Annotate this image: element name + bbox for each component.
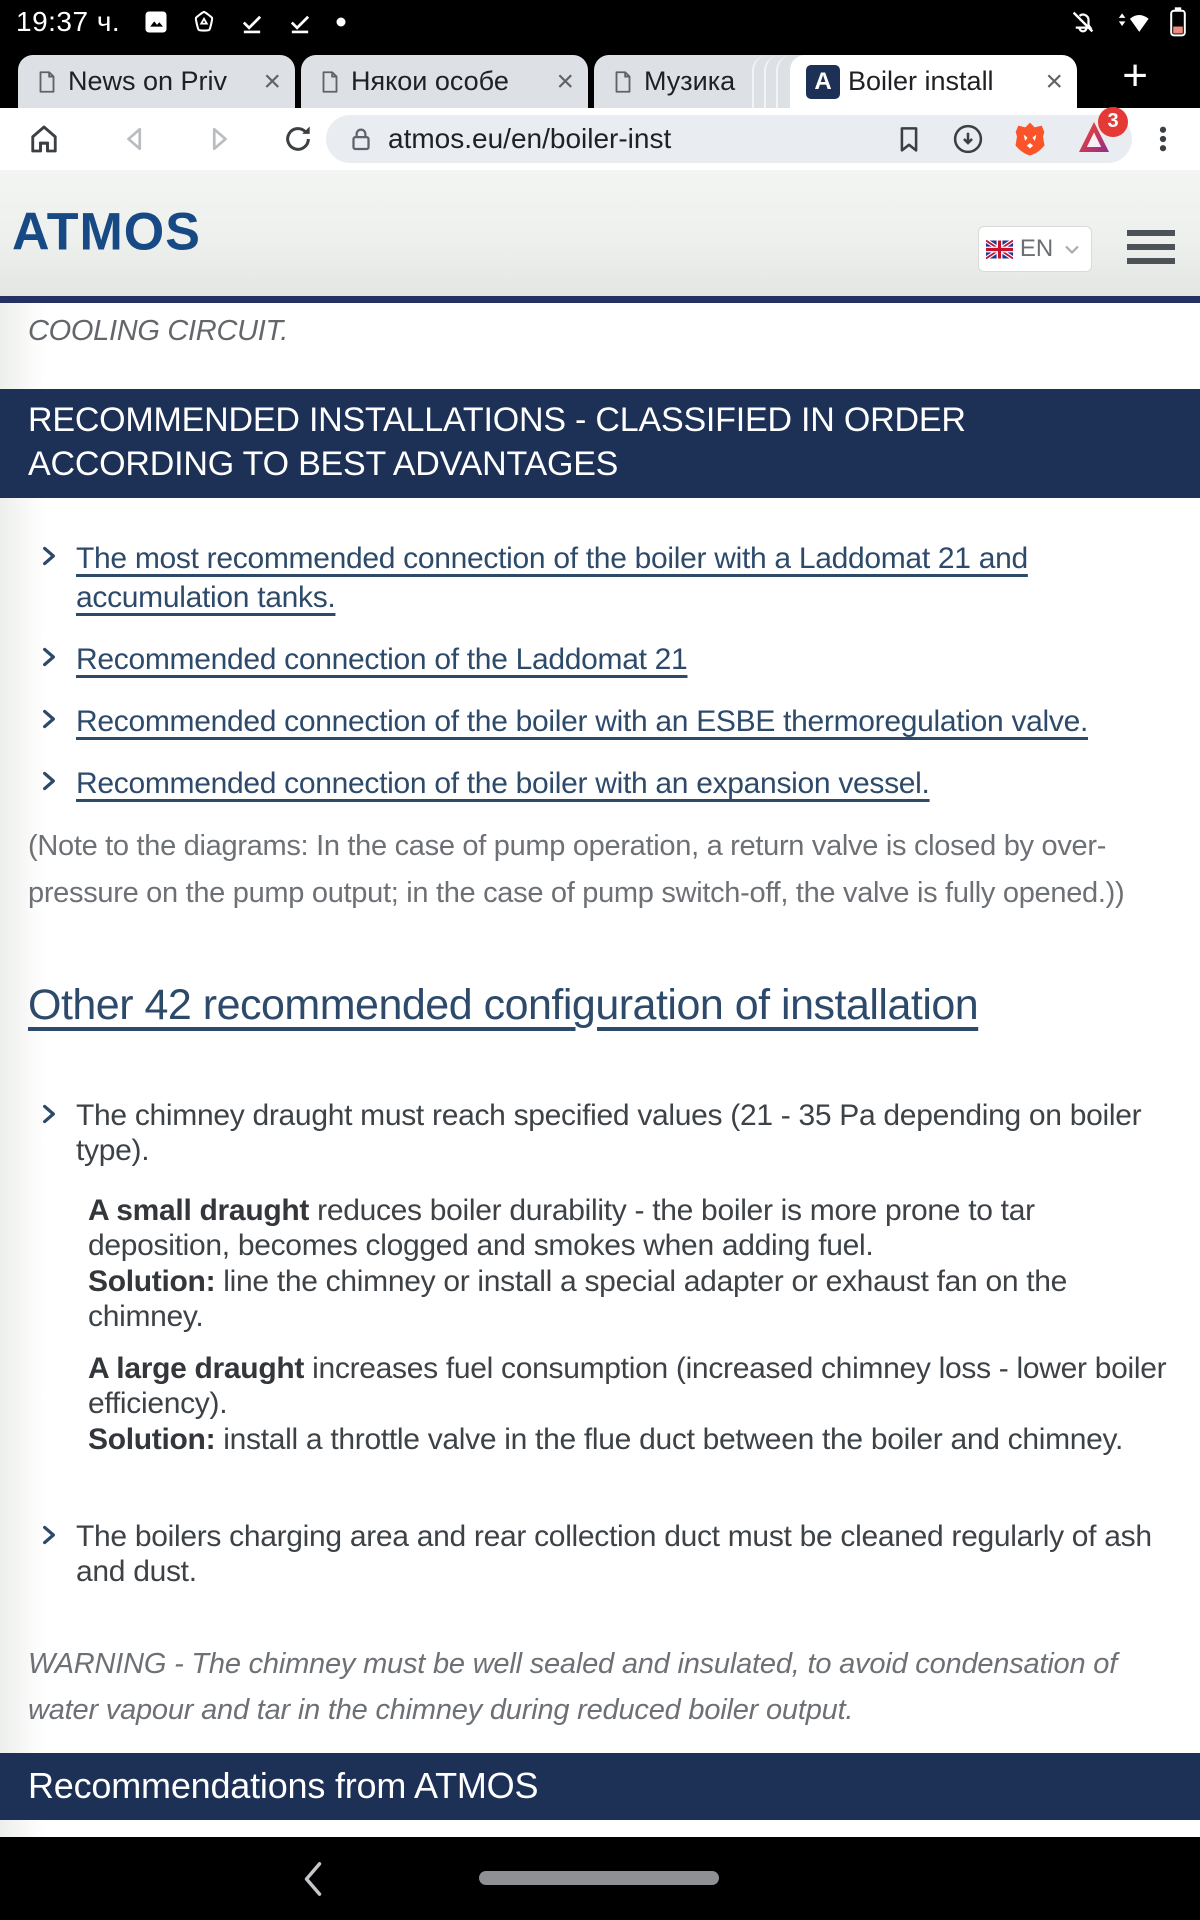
menu-button[interactable] xyxy=(1146,122,1180,156)
chevron-right-icon xyxy=(36,706,62,732)
home-button[interactable] xyxy=(26,121,62,157)
tab-title: Boiler install xyxy=(848,66,994,96)
hamburger-bar xyxy=(1127,230,1175,236)
large-draught-lead: A large draught xyxy=(88,1352,305,1385)
document-icon xyxy=(317,69,343,95)
document-icon xyxy=(610,69,636,95)
link-esbe-valve[interactable]: Recommended connection of the boiler with an ESBE thermoregulation valve. xyxy=(76,705,1089,738)
bell-muted-icon xyxy=(1068,7,1098,37)
tab-title: Някои особе xyxy=(351,66,509,96)
list-item xyxy=(28,539,1174,617)
hamburger-menu-button[interactable] xyxy=(1127,230,1175,264)
list-item xyxy=(28,702,1174,741)
brave-rewards-button[interactable] xyxy=(1074,110,1119,162)
recommendations-banner: Recommendations from ATMOS xyxy=(0,1753,1200,1820)
chevron-right-icon xyxy=(36,1522,62,1548)
gesture-handle[interactable] xyxy=(479,1871,719,1885)
notification-dot-icon xyxy=(334,15,348,29)
installation-links-list xyxy=(28,539,1174,826)
url-text[interactable]: atmos.eu/en/boiler-inst xyxy=(388,123,672,154)
small-draught-paragraph xyxy=(88,1193,1174,1335)
close-icon[interactable]: × xyxy=(556,64,574,98)
status-bar xyxy=(0,0,1200,44)
chevron-right-icon xyxy=(36,768,62,794)
site-header xyxy=(0,170,1200,303)
bookmark-icon[interactable] xyxy=(892,122,926,156)
forward-button[interactable] xyxy=(200,121,236,157)
wifi-icon xyxy=(1114,8,1154,36)
atmos-favicon: A xyxy=(806,65,840,99)
tab-boiler-active[interactable] xyxy=(790,55,1077,108)
uk-flag-icon xyxy=(986,240,1013,259)
cooling-circuit-text: COOLING CIRCUIT. xyxy=(28,315,288,347)
rewards-badge: 3 xyxy=(1098,107,1128,137)
banner-line: RECOMMENDED INSTALLATIONS - CLASSIFIED IN ORDER xyxy=(28,401,966,439)
small-draught-lead: A small draught xyxy=(88,1194,310,1227)
diagrams-note: (Note to the diagrams: In the case of pump operation, a return valve is closed by over-pressure on the pump output; in the case of pump switch-off, the valve is fully opened.)) xyxy=(28,830,1125,909)
document-icon xyxy=(34,69,60,95)
atmos-logo[interactable]: ATMOS xyxy=(12,202,201,262)
tab-news[interactable] xyxy=(18,55,295,108)
other-configurations-heading xyxy=(28,981,1174,1030)
link-other-configurations[interactable]: Other 42 recommended configuration of installation xyxy=(28,981,979,1029)
download-icon[interactable] xyxy=(950,121,986,157)
small-draught-text: reduces boiler durability - the boiler is more prone to tar deposition, becomes clogged and smokes when adding fuel. xyxy=(88,1194,1035,1263)
back-button[interactable] xyxy=(118,121,154,157)
brave-shield-icon[interactable] xyxy=(1010,119,1050,159)
chevron-right-icon xyxy=(36,543,62,569)
close-icon[interactable]: × xyxy=(1045,64,1063,98)
chevron-right-icon xyxy=(36,1101,62,1127)
tab-title: Музика xyxy=(644,66,736,96)
new-tab-button[interactable]: + xyxy=(1122,51,1148,100)
lock-icon xyxy=(346,124,376,154)
browser-toolbar xyxy=(0,108,1200,170)
cleaning-text: The boilers charging area and rear collection duct must be cleaned regularly of ash and dust. xyxy=(76,1520,1152,1589)
shield-outline-icon xyxy=(190,8,218,36)
tab-nyakoi[interactable] xyxy=(301,55,588,108)
link-laddomat[interactable]: Recommended connection of the Laddomat 21 xyxy=(76,643,688,676)
page-content xyxy=(0,303,1200,1837)
download-done-icon xyxy=(238,8,266,36)
image-icon xyxy=(142,8,170,36)
banner-line: ACCORDING TO BEST ADVANTAGES xyxy=(28,444,619,483)
home-icon xyxy=(26,121,62,157)
nav-back-icon[interactable] xyxy=(300,1859,326,1899)
back-icon xyxy=(118,121,154,157)
download-done-icon xyxy=(286,8,314,36)
chevron-down-icon xyxy=(1060,237,1084,261)
reload-icon xyxy=(280,121,316,157)
close-icon[interactable]: × xyxy=(263,64,281,98)
list-item xyxy=(28,764,1174,803)
reload-button[interactable] xyxy=(280,121,316,157)
language-code: EN xyxy=(1019,235,1054,262)
tab-strip xyxy=(0,44,1200,108)
tab-title: News on Priv xyxy=(68,66,228,96)
link-laddomat-tanks[interactable]: The most recommended connection of the boiler with a Laddomat 21 and accumulation tanks. xyxy=(76,542,1028,614)
battery-low-icon xyxy=(1170,7,1186,37)
list-item xyxy=(28,640,1174,679)
hamburger-bar xyxy=(1127,244,1175,250)
language-selector[interactable] xyxy=(978,226,1092,272)
solution-lead: Solution: xyxy=(88,1264,216,1298)
large-draught-paragraph xyxy=(88,1351,1174,1457)
link-expansion-vessel[interactable]: Recommended connection of the boiler with an expansion vessel. xyxy=(76,767,930,800)
list-item xyxy=(28,1098,1174,1168)
clock: 19:37 ч. xyxy=(16,6,121,37)
solution-text: install a throttle valve in the flue duct between the boiler and chimney. xyxy=(215,1422,1124,1456)
chevron-right-icon xyxy=(36,644,62,670)
warning-text: WARNING - The chimney must be well sealed and insulated, to avoid condensation of water vapour and tar in the chimney during reduced boiler output. xyxy=(28,1648,1118,1727)
kebab-menu-icon xyxy=(1146,122,1180,156)
list-item xyxy=(28,1519,1174,1589)
forward-icon xyxy=(200,121,236,157)
solution-lead: Solution: xyxy=(88,1422,216,1456)
chimney-draught-text: The chimney draught must reach specified values (21 - 35 Pa depending on boiler type). xyxy=(76,1099,1142,1168)
solution-text: line the chimney or install a special adapter or exhaust fan on the chimney. xyxy=(88,1264,1068,1334)
system-nav-bar xyxy=(0,1837,1200,1920)
url-bar[interactable] xyxy=(326,110,1132,163)
recommended-installations-banner xyxy=(0,389,1200,498)
hamburger-bar xyxy=(1127,258,1175,264)
large-draught-text: increases fuel consumption (increased chimney loss - lower boiler efficiency). xyxy=(88,1352,1167,1421)
